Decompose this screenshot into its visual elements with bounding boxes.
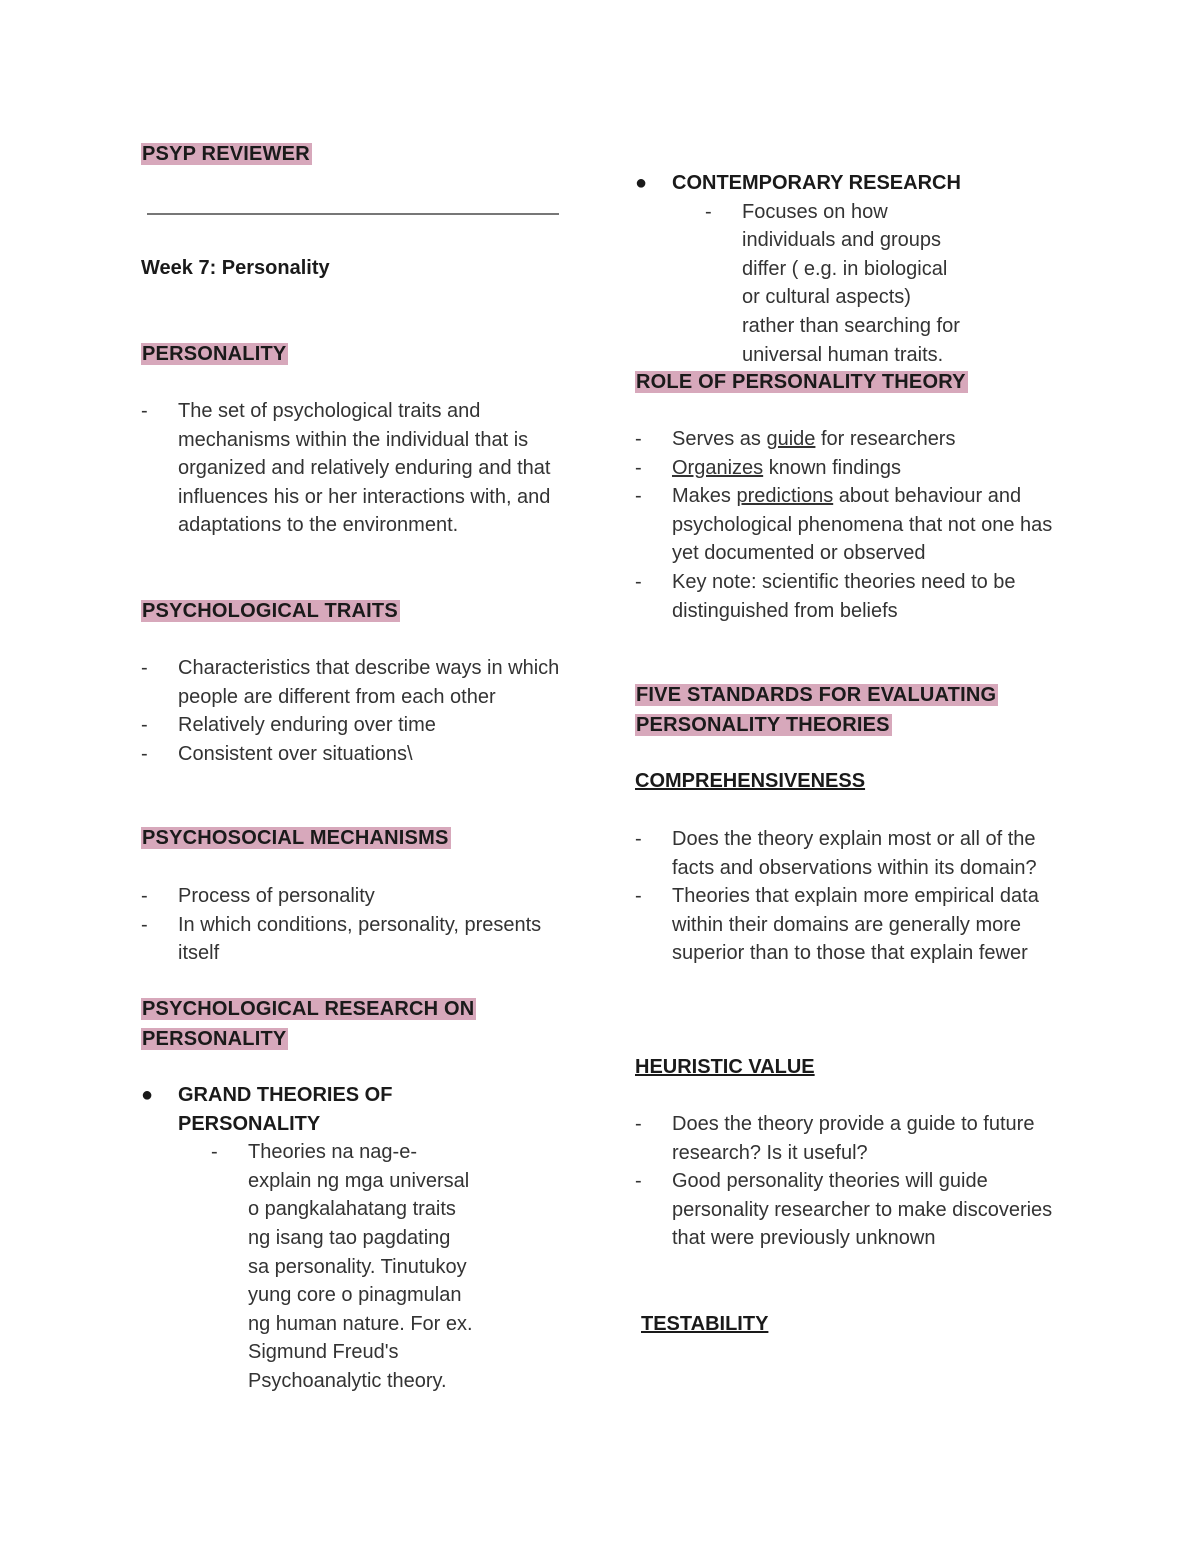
comprehensiveness-heading: COMPREHENSIVENESS — [635, 770, 866, 792]
list-item: - Key note: scientific theories need to be distinguished from beliefs — [635, 570, 1016, 622]
document-title: PSYP REVIEWER — [142, 143, 310, 165]
list-item: - Makes predictions about behaviour and psychological phenomena that not one has yet documented or observed — [635, 485, 1053, 565]
week-title: Week 7: Personality — [141, 257, 330, 279]
contemporary-research — [602, 169, 1068, 369]
standards-heading: FIVE STANDARDS FOR EVALUATING PERSONALITY THEORIES — [636, 684, 997, 736]
list-item: - Does the theory provide a guide to future research? Is it useful? — [635, 1113, 1035, 1164]
research-heading: PSYCHOLOGICAL RESEARCH ON PERSONALITY — [142, 998, 475, 1050]
grand-theories — [108, 1081, 574, 1396]
list-item: - Theories that explain more empirical data within their domains are generally more superior than to those that explain fewer — [635, 885, 1039, 965]
heuristic-value-heading: HEURISTIC VALUE — [635, 1056, 815, 1078]
list-item: - Theories na nag-e-explain ng mga universal o pangkalahatang traits ng isang tao pagdating sa personality. Tinutukoy yung core o pinagmulan ng human nature. For ex. Sigmund Freud's Psychoanalytic theory. — [211, 1141, 473, 1392]
list-item: - Does the theory explain most or all of the facts and observations within its domain? — [635, 828, 1037, 879]
list-item: - Relatively enduring over time — [141, 714, 436, 737]
title-divider — [147, 213, 559, 215]
underlined-term: guide — [766, 428, 816, 450]
personality-heading: PERSONALITY — [142, 343, 287, 365]
list-item: - Serves as guide for researchers — [635, 428, 956, 450]
list-item: - The set of psychological traits and mechanisms within the individual that is organized and relatively enduring and that influences his or her interactions with, and adaptations to the environment. — [141, 400, 551, 537]
mechanisms-heading: PSYCHOSOCIAL MECHANISMS — [142, 827, 449, 849]
traits-heading: PSYCHOLOGICAL TRAITS — [142, 600, 398, 622]
testability-heading: TESTABILITY — [641, 1313, 769, 1335]
underlined-term: predictions — [736, 485, 834, 508]
list-item: - In which conditions, personality, presents itself — [141, 913, 542, 965]
grand-theories-list — [178, 1138, 474, 1395]
contemporary-research-title: ● CONTEMPORARY RESEARCH — [635, 172, 961, 194]
role-heading: ROLE OF PERSONALITY THEORY — [636, 371, 966, 393]
mechanisms-list — [108, 882, 574, 968]
list-item: - Process of personality — [141, 885, 375, 907]
grand-theories-title: ● GRAND THEORIES OF PERSONALITY — [141, 1084, 393, 1135]
list-item: - Characteristics that describe ways in which people are different from each other — [141, 657, 560, 708]
personality-list — [108, 397, 574, 540]
list-item: - Good personality theories will guide personality researcher to make discoveries that were previously unknown — [635, 1170, 1053, 1250]
underlined-term: Organizes — [672, 456, 764, 479]
list-item: - Focuses on how individuals and groups differ ( e.g. in biological or cultural aspects) rather than searching for universal human traits. — [705, 200, 960, 366]
list-item: - Organizes known findings — [635, 456, 902, 479]
role-list — [602, 425, 1062, 625]
comprehensiveness-list — [602, 825, 1062, 968]
list-item: - Consistent over situations\ — [141, 742, 413, 765]
contemporary-research-list — [672, 198, 962, 370]
heuristic-value-list — [602, 1110, 1062, 1253]
traits-list — [108, 654, 574, 768]
